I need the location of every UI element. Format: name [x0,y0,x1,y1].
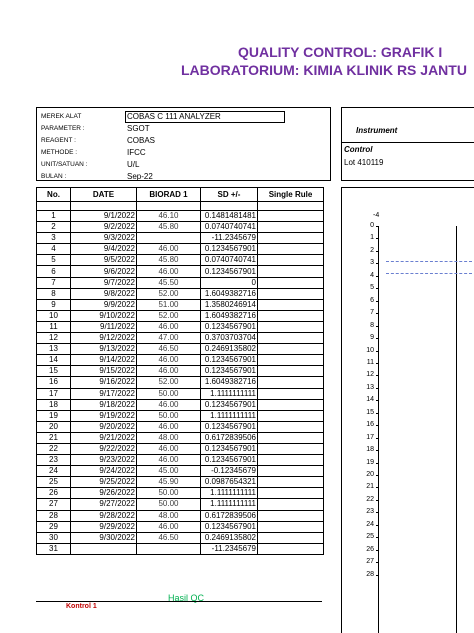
row-single-rule [258,299,324,310]
row-single-rule [258,443,324,454]
row-biorad: 50.00 [137,488,201,499]
row-no: 29 [37,521,71,532]
row-date: 9/4/2022 [71,244,137,255]
header-biorad: BIORAD 1 [137,188,201,202]
table-row [37,455,324,466]
row-date: 9/19/2022 [71,410,137,421]
y-tick-mark [376,400,379,401]
row-single-rule [258,233,324,244]
table-row [37,499,324,510]
y-tick-label: 13 [366,383,374,391]
row-no: 7 [37,277,71,288]
divider [342,142,474,143]
table-row [37,488,324,499]
row-biorad: 46.00 [137,455,201,466]
y-tick-mark [376,388,379,389]
table-row [37,432,324,443]
row-single-rule [258,399,324,410]
y-tick-label: 1 [370,234,374,242]
row-single-rule [258,266,324,277]
row-no: 14 [37,355,71,366]
row-no: 6 [37,266,71,277]
row-sd: 0.2469135802 [201,344,258,355]
row-biorad: 46.00 [137,521,201,532]
y-tick-mark [376,263,379,264]
table-row [37,543,324,554]
table-row [37,344,324,355]
row-sd: 1.6049382716 [201,310,258,321]
page-title-line1: QUALITY CONTROL: GRAFIK I [238,44,443,60]
row-single-rule [258,466,324,477]
row-sd: 1.1111111111 [201,410,258,421]
y-tick-label: 0 [370,222,374,229]
y-tick-label: 14 [366,396,374,404]
table-row [37,355,324,366]
row-date: 9/24/2022 [71,466,137,477]
table-row [37,510,324,521]
y-tick-label: 23 [366,508,374,516]
y-tick-mark [376,550,379,551]
row-date: 9/3/2022 [71,233,137,244]
row-biorad [137,233,201,244]
y-tick-mark [376,575,379,576]
row-date: 9/2/2022 [71,222,137,233]
lot-number: Lot 410119 [344,158,384,167]
hasil-qc-label: Hasil QC [168,593,205,603]
row-biorad: 48.00 [137,510,201,521]
header-no: No. [37,188,71,202]
row-single-rule [258,321,324,332]
y-tick-mark [376,326,379,327]
row-no: 4 [37,244,71,255]
row-sd: 0.1481481481 [201,211,258,222]
row-single-rule [258,488,324,499]
y-tick-mark [376,537,379,538]
y-tick-mark [376,351,379,352]
row-sd: 1.1111111111 [201,499,258,510]
row-single-rule [258,410,324,421]
row-date: 9/27/2022 [71,499,137,510]
y-tick-label: 21 [366,483,374,491]
row-date: 9/23/2022 [71,455,137,466]
row-no: 20 [37,421,71,432]
table-row [37,443,324,454]
row-date: 9/17/2022 [71,388,137,399]
row-date: 9/8/2022 [71,288,137,299]
y-tick-mark [376,375,379,376]
row-no: 28 [37,510,71,521]
row-no: 12 [37,333,71,344]
row-no: 27 [37,499,71,510]
page-title-line2: LABORATORIUM: KIMIA KLINIK RS JANTU [181,62,467,78]
table-header-row [37,188,324,202]
row-no: 24 [37,466,71,477]
levey-jennings-chart [341,187,474,633]
row-sd: 0.1234567901 [201,421,258,432]
row-biorad: 50.00 [137,410,201,421]
row-sd: 0.1234567901 [201,244,258,255]
row-biorad: 45.50 [137,277,201,288]
row-date: 9/6/2022 [71,266,137,277]
table-row [37,410,324,421]
table-row [37,211,324,222]
table-row [37,321,324,332]
row-sd: -11.2345679 [201,233,258,244]
y-tick-mark [376,363,379,364]
row-no: 22 [37,443,71,454]
row-date: 9/5/2022 [71,255,137,266]
row-sd: 0.0740740741 [201,222,258,233]
y-tick-label: 17 [366,433,374,441]
kontrol-label: Kontrol 1 [66,603,97,610]
info-key: PARAMETER : [41,125,85,132]
y-tick-mark [376,276,379,277]
row-no: 30 [37,532,71,543]
info-key: REAGENT : [41,137,76,144]
row-biorad: 45.00 [137,466,201,477]
y-tick-label: 26 [366,545,374,553]
row-biorad: 45.80 [137,255,201,266]
footer-divider [36,601,322,602]
info-key: MEREK ALAT [41,113,82,120]
row-date: 9/9/2022 [71,299,137,310]
row-biorad: 46.50 [137,344,201,355]
row-date: 9/28/2022 [71,510,137,521]
row-no: 11 [37,321,71,332]
row-sd: 0.1234567901 [201,266,258,277]
row-no: 2 [37,222,71,233]
row-biorad: 47.00 [137,333,201,344]
row-biorad: 46.00 [137,443,201,454]
row-date: 9/14/2022 [71,355,137,366]
y-tick-mark [376,512,379,513]
row-sd: 0.1234567901 [201,355,258,366]
row-biorad: 46.00 [137,366,201,377]
row-no: 18 [37,399,71,410]
info-value: Sep-22 [127,172,153,181]
row-biorad [137,543,201,554]
row-date: 9/26/2022 [71,488,137,499]
info-key: BULAN : [41,173,67,180]
y-tick-mark [376,487,379,488]
y-tick-label: 8 [370,321,374,329]
y-tick-label: 4 [370,271,374,279]
y-tick-mark [376,500,379,501]
instrument-info-box [36,107,331,181]
y-tick-label: 19 [366,458,374,466]
y-tick-mark [376,413,379,414]
y-tick-label: 5 [370,284,374,292]
row-no: 23 [37,455,71,466]
y-tick-mark [376,251,379,252]
instrument-control-box [341,107,474,181]
y-tick-mark [376,475,379,476]
y-tick-label: 18 [366,446,374,454]
row-single-rule [258,521,324,532]
row-sd: 1.1111111111 [201,388,258,399]
row-sd: -0.12345679 [201,466,258,477]
row-single-rule [258,255,324,266]
y-tick-mark [376,238,379,239]
row-no: 1 [37,211,71,222]
row-date: 9/7/2022 [71,277,137,288]
y-tick-label: 16 [366,421,374,429]
y-tick-label: 2 [370,246,374,254]
info-value: U/L [127,160,140,169]
row-no: 19 [37,410,71,421]
row-date: 9/25/2022 [71,477,137,488]
table-row [37,377,324,388]
row-single-rule [258,388,324,399]
row-single-rule [258,344,324,355]
row-date: 9/18/2022 [71,399,137,410]
row-single-rule [258,244,324,255]
row-no: 21 [37,432,71,443]
table-row [37,266,324,277]
row-biorad: 46.00 [137,399,201,410]
row-no: 5 [37,255,71,266]
table-row [37,521,324,532]
y-tick-mark [376,288,379,289]
info-value: COBAS C 111 ANALYZER [127,112,221,121]
table-row [37,233,324,244]
row-date: 9/13/2022 [71,344,137,355]
row-no: 26 [37,488,71,499]
row-sd: 0.1234567901 [201,443,258,454]
info-key: METHODE : [41,149,78,156]
qc-data-table [36,187,324,555]
row-date: 9/1/2022 [71,211,137,222]
row-sd: 1.1111111111 [201,488,258,499]
row-no: 3 [37,233,71,244]
row-single-rule [258,421,324,432]
table-row [37,477,324,488]
header-single-rule: Single Rule [258,188,324,202]
table-row [37,255,324,266]
row-single-rule [258,377,324,388]
row-no: 31 [37,543,71,554]
y-tick-mark [376,438,379,439]
row-no: 15 [37,366,71,377]
x-axis-label: -4 [373,212,380,219]
row-single-rule [258,288,324,299]
table-row [37,388,324,399]
sd-dash-line [386,273,472,274]
y-tick-label: 25 [366,533,374,541]
row-single-rule [258,310,324,321]
row-biorad: 46.10 [137,211,201,222]
y-tick-mark [376,562,379,563]
y-tick-mark [376,425,379,426]
row-date: 9/30/2022 [71,532,137,543]
row-single-rule [258,477,324,488]
row-single-rule [258,333,324,344]
row-no: 8 [37,288,71,299]
y-tick-label: 27 [366,558,374,566]
y-tick-label: 20 [366,471,374,478]
table-row [37,421,324,432]
table-row [37,399,324,410]
row-biorad: 45.90 [137,477,201,488]
y-tick-label: 10 [366,346,374,354]
row-sd: -11.2345679 [201,543,258,554]
table-row [37,310,324,321]
row-sd: 0.1234567901 [201,399,258,410]
row-biorad: 52.00 [137,377,201,388]
info-value: IFCC [127,148,146,157]
y-tick-mark [376,338,379,339]
info-value: SGOT [127,124,150,133]
row-sd: 0.1234567901 [201,366,258,377]
row-sd: 1.6049382716 [201,288,258,299]
instrument-title: Instrument [356,126,398,135]
y-tick-label: 9 [370,334,374,342]
row-single-rule [258,499,324,510]
row-sd: 1.6049382716 [201,377,258,388]
header-date: DATE [71,188,137,202]
row-date: 9/16/2022 [71,377,137,388]
y-tick-mark [376,313,379,314]
row-no: 17 [37,388,71,399]
y-tick-mark [376,463,379,464]
sd-dash-line [386,261,472,262]
row-biorad: 46.00 [137,244,201,255]
row-sd: 0.3703703704 [201,333,258,344]
row-sd: 1.3580246914 [201,299,258,310]
row-date [71,543,137,554]
info-value: COBAS [127,136,156,145]
row-single-rule [258,355,324,366]
row-sd: 0.6172839506 [201,510,258,521]
row-single-rule [258,222,324,233]
table-spacer-row [37,202,324,211]
row-single-rule [258,211,324,222]
table-row [37,532,324,543]
row-date: 9/20/2022 [71,421,137,432]
row-biorad: 46.00 [137,421,201,432]
y-tick-label: 6 [370,296,374,304]
row-date: 9/11/2022 [71,321,137,332]
table-row [37,299,324,310]
y-axis-line [378,226,379,633]
row-no: 10 [37,310,71,321]
row-biorad: 46.00 [137,321,201,332]
row-date: 9/15/2022 [71,366,137,377]
sd-limit-line [456,226,457,633]
row-biorad: 45.80 [137,222,201,233]
row-single-rule [258,510,324,521]
row-sd: 0.0987654321 [201,477,258,488]
y-tick-label: 12 [366,371,374,379]
header-sd: SD +/- [201,188,258,202]
table-row [37,288,324,299]
row-no: 13 [37,344,71,355]
row-no: 16 [37,377,71,388]
y-tick-label: 3 [370,259,374,267]
row-biorad: 50.00 [137,499,201,510]
row-sd: 0.1234567901 [201,321,258,332]
row-sd: 0.6172839506 [201,432,258,443]
row-date: 9/12/2022 [71,333,137,344]
row-sd: 0.0740740741 [201,255,258,266]
y-tick-label: 7 [370,309,374,317]
table-row [37,222,324,233]
y-tick-mark [376,525,379,526]
row-sd: 0.1234567901 [201,521,258,532]
table-row [37,333,324,344]
row-biorad: 52.00 [137,288,201,299]
y-tick-mark [376,301,379,302]
row-biorad: 46.00 [137,355,201,366]
y-tick-label: 15 [366,408,374,416]
y-tick-label: 28 [366,570,374,578]
row-sd: 0 [201,277,258,288]
y-tick-label: 11 [366,358,374,366]
table-row [37,277,324,288]
info-key: UNIT/SATUAN : [41,161,88,168]
y-tick-mark [376,450,379,451]
row-biorad: 46.50 [137,532,201,543]
row-date: 9/22/2022 [71,443,137,454]
row-single-rule [258,366,324,377]
row-biorad: 50.00 [137,388,201,399]
row-biorad: 48.00 [137,432,201,443]
row-single-rule [258,277,324,288]
row-date: 9/21/2022 [71,432,137,443]
row-no: 25 [37,477,71,488]
row-date: 9/10/2022 [71,310,137,321]
row-biorad: 52.00 [137,310,201,321]
row-sd: 0.2469135802 [201,532,258,543]
control-label: Control [344,145,373,154]
table-row [37,244,324,255]
table-row [37,366,324,377]
table-row [37,466,324,477]
row-biorad: 46.00 [137,266,201,277]
row-single-rule [258,432,324,443]
y-tick-label: 24 [366,520,374,528]
y-tick-mark [376,226,379,227]
row-date: 9/29/2022 [71,521,137,532]
row-no: 9 [37,299,71,310]
row-single-rule [258,455,324,466]
row-single-rule [258,543,324,554]
row-sd: 0.1234567901 [201,455,258,466]
row-biorad: 51.00 [137,299,201,310]
y-tick-label: 22 [366,495,374,503]
row-single-rule [258,532,324,543]
